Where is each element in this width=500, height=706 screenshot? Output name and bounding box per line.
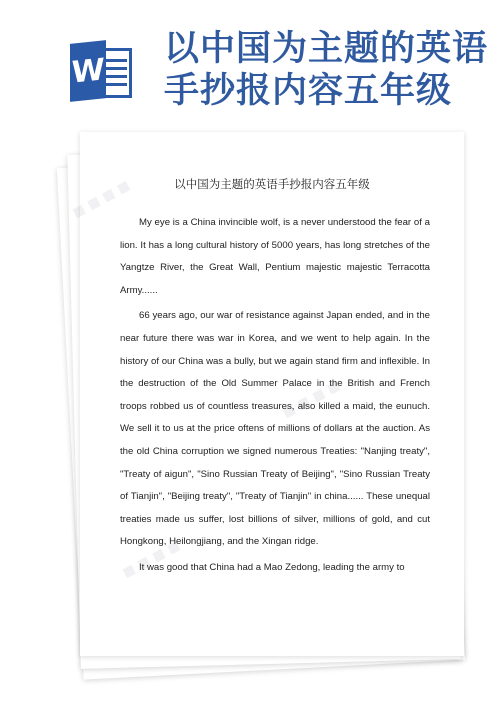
word-document-icon: [70, 42, 134, 100]
paragraph: 66 years ago, our war of resistance against Japan ended, and in the near future there was war in Korea, and we went to help again. In the history of our China was a bully, but we again stand firm and inflexible. In the destruction of the Old Summer Palace in the British and French troops robbed us of countless treasures, also killed a maid, the eunuch. We sell it to us at the price oftens of millions of dollars at the auction. As the old China corruption we signed numerous Treaties: "Nanjing treaty", "Treaty of aigun", "Sino Russian Treaty of Beijing", "Sino Russian Treaty of Tianjin", "Beijing treaty", "Treaty of Tianjin" in china...... These unequal treaties made us suffer, lost billions of silver, millions of gold, and cut Hongkong, Heilongjiang, and the Xingan ridge.: [120, 310, 430, 548]
paragraph: My eye is a China invincible wolf, is a never understood the fear of a lion. It has a long cultural history of 5000 years, has long stretches of the Yangtze River, the Great Wall, Pentium majestic majestic Terracotta Army......: [120, 217, 430, 296]
banner-title: 以中国为主题的英语手抄报内容五年级: [164, 29, 489, 111]
document-page: ■ ■ ■ ■ ■ ■ ■ ■ ■ ■ ■ ■ 以中国为主题的英语手抄报内容五年级 My eye is a China invincible wolf, is a never understood the fear of a lion. It has a long cultural history of 5000 years, has long stretches of the Yangtze River, the Great Wall, Pentium majestic majestic Terracotta Army...... 66 years ago, our war of resistance against Japan ended, and in the near future there was war in Korea, and we went to help again. In the history of our China was a bully, but we again stand firm and inflexible. In the destruction of the Old Summer Palace in the British and French troops robbed us of countless treasures, also killed a maid, the eunuch. We sell it to us at the price oftens of millions of dollars at the auction. As the old China corruption we signed numerous Treaties: "Nanjing treaty", "Treaty of aigun", "Sino Russian Treaty of Beijing", "Sino Russian Treaty of Tianjin", "Beijing treaty", "Treaty of Tianjin" in china...... These unequal treaties made us suffer, lost billions of silver, millions of gold, and cut Hongkong, Heilongjiang, and the Xingan ridge. It was good that China had a Mao Zedong, leading the army to: [80, 132, 464, 656]
paragraph: It was good that China had a Mao Zedong, leading the army to: [139, 561, 405, 573]
document-title: 以中国为主题的英语手抄报内容五年级: [174, 177, 370, 191]
word-logo-letter: W: [70, 40, 106, 102]
header-banner: [0, 0, 500, 118]
document-body: [120, 212, 430, 583]
